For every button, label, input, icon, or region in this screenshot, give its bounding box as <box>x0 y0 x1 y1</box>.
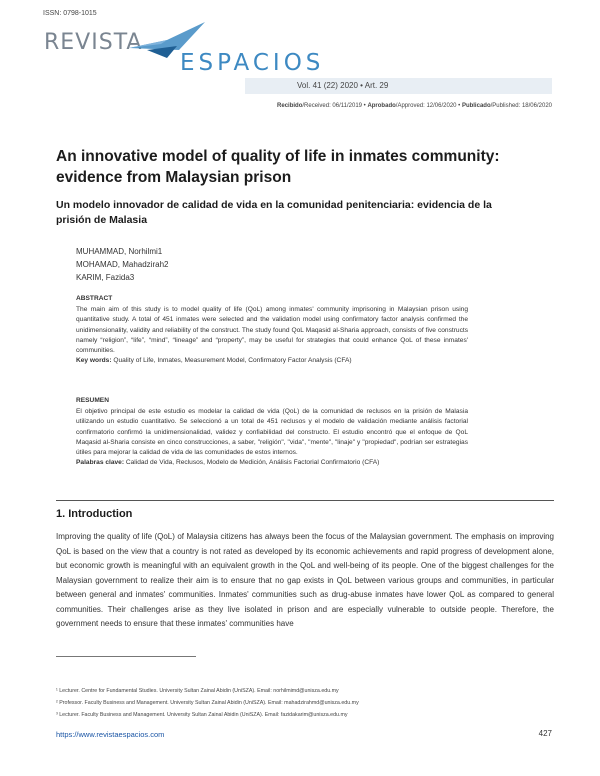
approved-date: /Approved: 12/06/2020 • <box>395 103 461 109</box>
author: KARIM, Fazida3 <box>76 273 135 282</box>
footnote: ¹ Lecturer. Centre for Fundamental Studies. University Sultan Zainal Abidin (UniSZA). Email: norhilmimd@unisza.edu.my <box>56 688 339 694</box>
publication-dates <box>277 103 552 109</box>
intro-heading: 1. Introduction <box>56 508 133 520</box>
resumen-text: El objetivo principal de este estudio es modelar la calidad de vida (QoL) de la comunidad de reclusos en la prisión de Malasia utilizando un estudio cuantitativo. Se seleccionó a un total de 451 reclusos y el modelo de validación mediante análisis factorial confirmatorio confirmó la unidimensionalidad, validez y confiabilidad del constructo. El estudio encontró que el enfoque de QoL Maqasid al-Sharia consiste en cinco construcciones, a saber, "religión", "vida", "mente", "linaje" y "propiedad", podrían ser estrategias útiles para mejorar la calidad de vida de las comunidades de estos internos. <box>76 408 468 457</box>
footnote: ² Professor. Faculty Business and Management. University Sultan Zainal Abidin (UniSZA). Email: mahadzirahmd@unisza.edu.my <box>56 700 359 706</box>
logo-text-espacios: ESPACIOS <box>180 50 325 76</box>
article-subtitle <box>56 198 546 228</box>
resumen-section <box>76 396 468 468</box>
keywords-text: Quality of Life, Inmates, Measurement Model, Confirmatory Factor Analysis (CFA) <box>111 357 352 365</box>
title-line-2: evidence from Malaysian prison <box>56 169 292 186</box>
author: MOHAMAD, Mahadzirah2 <box>76 260 169 269</box>
published-date: /Published: 18/06/2020 <box>490 103 552 109</box>
footnote-divider <box>56 656 196 657</box>
issn: ISSN: 0798-1015 <box>43 10 97 17</box>
received-label: Recibido <box>277 103 303 109</box>
journal-logo <box>44 16 325 78</box>
article-title <box>56 146 556 188</box>
resumen-heading: RESUMEN <box>76 397 109 404</box>
resumen-keywords <box>76 458 468 468</box>
author-list <box>76 245 168 284</box>
subtitle-line-1: Un modelo innovador de calidad de vida en la comunidad penitenciaria: evidencia de la <box>56 199 492 211</box>
journal-url-link[interactable]: https://www.revistaespacios.com <box>56 730 165 739</box>
footnote: ³ Lecturer. Faculty Business and Management. University Sultan Zainal Abidin (UniSZA). Email: fazidakarim@unisza.edu.my <box>56 712 348 718</box>
section-divider <box>56 500 554 501</box>
volume-info: Vol. 41 (22) 2020 • Art. 29 <box>297 81 389 90</box>
volume-bar <box>245 78 552 94</box>
title-line-1: An innovative model of quality of life in inmates community: <box>56 148 500 165</box>
received-date: /Received: 06/11/2019 • <box>302 103 366 109</box>
intro-paragraph: Improving the quality of life (QoL) of Malaysia citizens has always been the focus of the Malaysian government. The emphasis on improving QoL is based on the view that a country is not rated as developed by its economic achievements and rapid progress of development alone, but economic growth is meaningful with an equivalent growth in the QoL and well-being of its people. One of the biggest challenges for the Malaysian government to realize their aim is to ensure that no gap exists in QoL between various groups and communities, in particular between general and inmates' communities. Inmates' communities such as drug-abuse inmates have lower QoL as compared to general communities. Their challenges arise as they live isolated in prison and are especially vulnerable to outside people. Therefore, the government needs to ensure that these inmates' communities have <box>56 532 554 628</box>
abstract-text: The main aim of this study is to model quality of life (QoL) among inmates' community imprisoning in Malaysian prison using quantitative study. A total of 451 inmates were selected and the validation model using confirmatory factor analysis confirmed the unidimensionality, validity and reliability of the construct. The study found QoL Maqasid al-Sharia approach, consists of five constructs namely “religion”, “life”, “mind”, “lineage” and “property”, may be useful for strategies that could enhance QoL of these inmates' communities. <box>76 306 468 355</box>
abstract-section <box>76 294 468 366</box>
abstract-keywords <box>76 356 468 366</box>
abstract-heading: ABSTRACT <box>76 295 113 302</box>
palabras-clave-label: Palabras clave: <box>76 459 125 467</box>
palabras-clave-text: Calidad de Vida, Reclusos, Modelo de Medición, Análisis Factorial Confirmatorio (CFA) <box>124 459 380 467</box>
page-number: 427 <box>538 729 552 738</box>
published-label: Publicado <box>461 103 491 109</box>
subtitle-line-2: prisión de Malasia <box>56 214 148 226</box>
keywords-label: Key words: <box>76 357 112 365</box>
approved-label: Aprobado <box>367 103 396 109</box>
author: MUHAMMAD, Norhilmi1 <box>76 247 163 256</box>
logo-text-revista: REVISTA <box>44 30 143 55</box>
